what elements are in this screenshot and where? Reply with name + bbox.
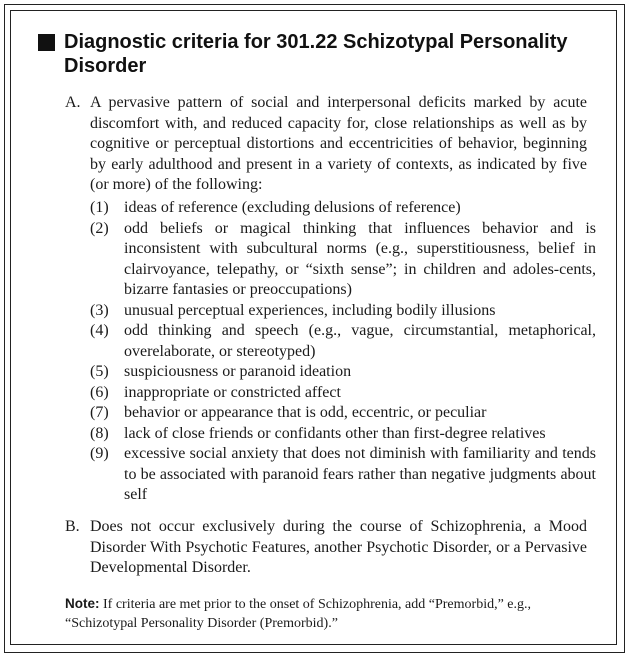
note-label: Note:: [65, 596, 100, 611]
criterion-item: [90, 403, 605, 424]
criterion-number: (2): [90, 219, 109, 237]
square-bullet-icon: [38, 34, 55, 51]
criteria-list: [90, 198, 605, 506]
note-text: If criteria are met prior to the onset of Schizophrenia, add “Premorbid,” e.g., “Schizotypal Personality Disorder (Premorbid).”: [65, 597, 532, 631]
criterion-text: inappropriate or constricted affect: [124, 383, 341, 401]
page-title: Diagnostic criteria for 301.22 Schizotypal Personality Disorder: [64, 31, 568, 77]
criterion-a-text: A pervasive pattern of social and interpersonal deficits marked by acute discomfort with, and reduced capacity for, close relationships as well as by cognitive or perceptual distortions and eccentricities of behavior, beginning by early adulthood and present in a variety of contexts, as indicated by five (or more) of the following:: [90, 94, 587, 193]
criterion-text: unusual perceptual experiences, including bodily illusions: [124, 301, 496, 319]
criterion-number: (8): [90, 424, 109, 442]
criterion-text: ideas of reference (excluding delusions of reference): [124, 199, 461, 216]
criterion-number: (3): [90, 301, 109, 319]
criterion-item: [90, 383, 605, 404]
criterion-number: (7): [90, 404, 109, 421]
criterion-text: odd thinking and speech (e.g., vague, circumstantial, metaphorical, overelaborate, or stereotyped): [124, 322, 596, 360]
criterion-item: [90, 301, 605, 322]
criterion-number: (4): [90, 322, 109, 339]
criterion-number: (1): [90, 199, 109, 216]
note: [65, 594, 590, 633]
criterion-item: [90, 424, 605, 445]
criterion-number: (5): [90, 363, 109, 380]
criterion-a-letter: A.: [65, 94, 81, 111]
criterion-item: [90, 362, 605, 383]
criterion-item: [90, 198, 605, 219]
criterion-item: [90, 219, 605, 301]
criterion-text: odd beliefs or magical thinking that influences behavior and is inconsistent with subcultural norms (e.g., superstitiousness, belief in clairvoyance, telepathy, or “sixth sense”; in children and adoles-cents, bizarre fantasies or preoccupations): [124, 219, 596, 298]
criterion-number: (9): [90, 445, 109, 462]
criterion-text: lack of close friends or confidants other than first-degree relatives: [124, 424, 546, 442]
criterion-item: [90, 444, 605, 506]
criterion-text: suspiciousness or paranoid ideation: [124, 363, 352, 380]
criterion-text: excessive social anxiety that does not diminish with familiarity and tends to be associated with paranoid fears rather than negative judgments about self: [124, 445, 596, 503]
criterion-number: (6): [90, 383, 109, 401]
criterion-b-text: Does not occur exclusively during the course of Schizophrenia, a Mood Disorder With Psychotic Features, another Psychotic Disorder, or a Pervasive Developmental Disorder.: [90, 518, 587, 576]
criterion-item: [90, 321, 605, 362]
criterion-text: behavior or appearance that is odd, eccentric, or peculiar: [124, 404, 487, 421]
criterion-b-letter: B.: [65, 518, 80, 535]
